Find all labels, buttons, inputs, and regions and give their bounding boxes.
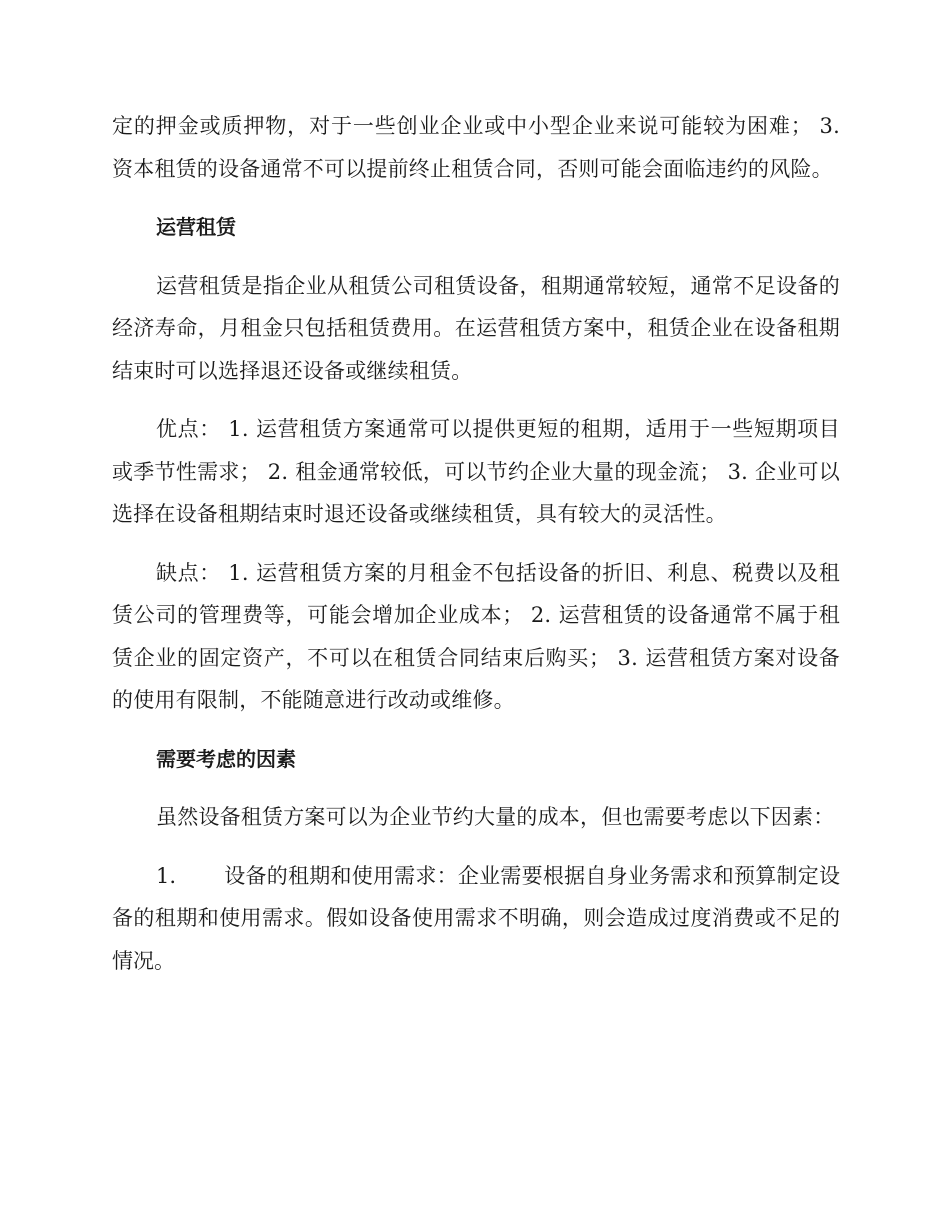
list-item-number: 1. bbox=[156, 863, 177, 888]
list-item-text: 设备的租期和使用需求：企业需要根据自身业务需求和预算制定设备的租期和使用需求。假如设备使用需求不明确，则会造成过度消费或不足的情况。 bbox=[112, 863, 840, 973]
paragraph-operating-lease-definition: 运营租赁是指企业从租赁公司租赁设备，租期通常较短，通常不足设备的经济寿命，月租金只包括租赁费用。在运营租赁方案中，租赁企业在设备租期结束时可以选择退还设备或继续租赁。 bbox=[112, 273, 840, 383]
paragraph-factors-intro: 虽然设备租赁方案可以为企业节约大量的成本，但也需要考虑以下因素： bbox=[156, 805, 835, 829]
heading-operating-lease: 运营租赁 bbox=[156, 215, 236, 239]
heading-factors: 需要考虑的因素 bbox=[156, 746, 296, 771]
paragraph-continued: 定的押金或质押物，对于一些创业企业或中小型企业来说可能较为困难； 3. 资本租赁的设备通常不可以提前终止租赁合同，否则可能会面临违约的风险。 bbox=[112, 114, 840, 181]
paragraph-disadvantages: 缺点： 1. 运营租赁方案的月租金不包括设备的折旧、利息、税费以及租赁公司的管理费等，可能会增加企业成本； 2. 运营租赁的设备通常不属于租赁企业的固定资产，不可以在租赁合同结束后购买； 3. 运营租赁方案对设备的使用有限制，不能随意进行改动或维修。 bbox=[112, 560, 840, 712]
list-item bbox=[112, 855, 840, 983]
paragraph-advantages: 优点： 1. 运营租赁方案通常可以提供更短的租期，适用于一些短期项目或季节性需求； 2. 租金通常较低，可以节约企业大量的现金流； 3. 企业可以选择在设备租期结束时退还设备或继续租赁，具有较大的灵活性。 bbox=[112, 417, 840, 526]
